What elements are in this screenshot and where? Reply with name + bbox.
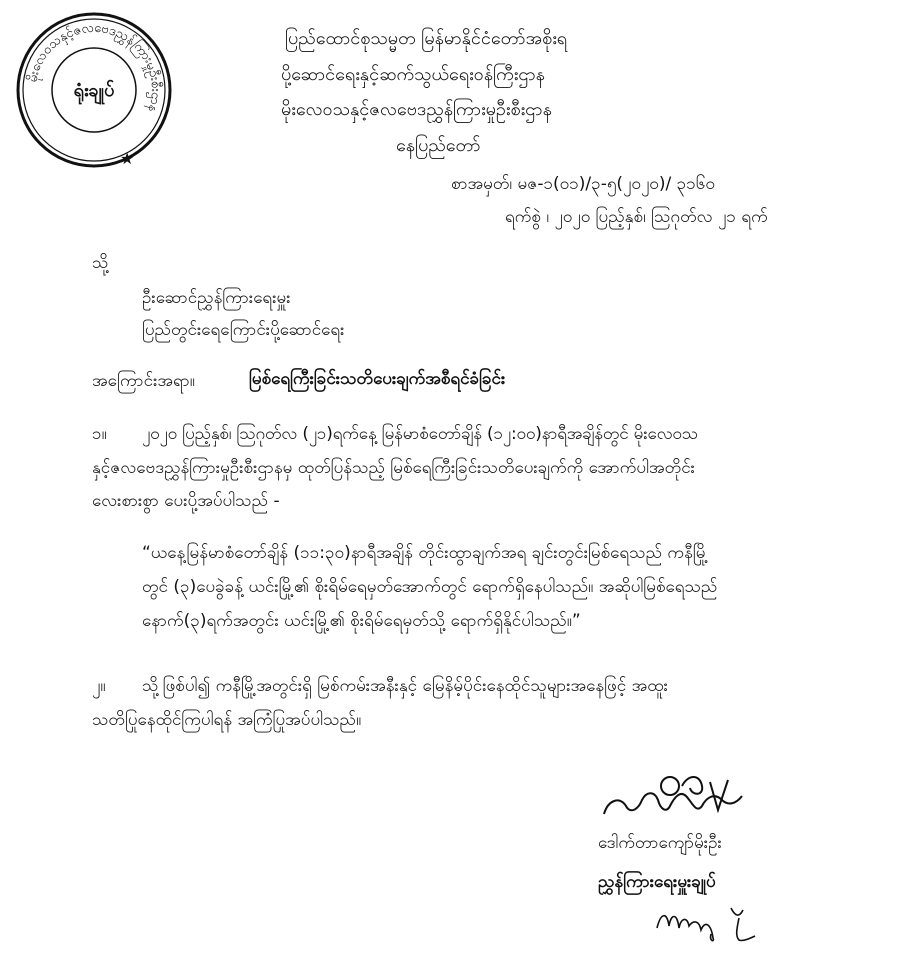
para1-line2: နှင့်ဇလဗေဒညွှန်ကြားမှုဦးစီးဌာနမှ ထုတ်ပြန်သည့် မြစ်ရေကြီးခြင်းသတိပေးချက်ကို အောက်ပါအတိုင်း bbox=[92, 458, 695, 478]
handwritten-signature bbox=[598, 770, 748, 830]
subject-text: မြစ်ရေကြီးခြင်းသတိပေးချက်အစီရင်ခံခြင်း bbox=[249, 369, 506, 389]
header-government: ပြည်ထောင်စုသမ္မတ မြန်မာနိုင်ငံတော်အစိုးရ bbox=[285, 28, 568, 49]
letter-date: ရက်စွဲ ၊ ၂၀၂၀ ပြည့်နှစ်၊ ဩဂုတ်လ ၂၁ ရက် bbox=[505, 207, 768, 227]
header-city: နေပြည်တော် bbox=[396, 135, 481, 156]
handwritten-initials bbox=[653, 898, 763, 944]
para2-line2: သတိပြုနေထိုင်ကြပါရန် အကြံပြုအပ်ပါသည်။ bbox=[92, 710, 362, 730]
recipient-to: သို့ bbox=[92, 253, 109, 273]
para1-number: ၁။ bbox=[92, 424, 107, 444]
para1-line3: လေးစားစွာ ပေးပို့အပ်ပါသည် - bbox=[92, 491, 280, 511]
office-seal bbox=[14, 10, 174, 170]
recipient-title: ဦးဆောင်ညွှန်ကြားရေးမှူး bbox=[142, 288, 291, 308]
quote-line1: “ယနေ့မြန်မာစံတော်ချိန် (၁၁:၃၀)နာရီအချိန် တိုင်းထွာချက်အရ ချင်းတွင်းမြစ်ရေသည် ကနီမြို့ bbox=[142, 543, 709, 563]
letter-number: စာအမှတ်၊ မဇ-၁(၀၁)/၃-၅(၂၀၂၀)/ ၃၁၆၀ bbox=[451, 174, 715, 194]
recipient-organization: ပြည်တွင်းရေကြောင်းပို့ဆောင်ရေး bbox=[142, 320, 345, 340]
signatory-name: ဒေါက်တာကျော်မိုးဦး bbox=[598, 833, 722, 853]
seal-center-text: ရုံးချုပ် bbox=[73, 80, 115, 101]
quote-line2: တွင် (၃)ပေခွဲခန့် ယင်းမြို့၏ စိုးရိမ်ရေမှတ်အောက်တွင် ရောက်ရှိနေပါသည်။ အဆိုပါမြစ်ရေသည် bbox=[142, 577, 718, 597]
header-department: မိုးလေဝသနှင့်ဇလဗေဒညွှန်ကြားမှုဦးစီးဌာန bbox=[281, 99, 552, 120]
star-icon: ★ bbox=[120, 149, 135, 168]
para1-line1: ၂၀၂၀ ပြည့်နှစ်၊ ဩဂုတ်လ (၂၁)ရက်နေ့ မြန်မာစံတော်ချိန် (၁၂:၀၀)နာရီအချိန်တွင် မိုးလေဝသ bbox=[142, 424, 699, 444]
subject-label: အကြောင်းအရာ။ bbox=[92, 371, 195, 391]
para2-line1: သို့ဖြစ်ပါ၍ ကနီမြို့အတွင်းရှိ မြစ်ကမ်းအနီးနှင့် မြေနိမ့်ပိုင်းနေထိုင်သူများအနေဖြင့် အထူး bbox=[142, 676, 668, 696]
seal-ring-text: မိုးလေဝသနှင့်ဇလဗေဒညွှန်ကြားမှုဦးစီးဌာန bbox=[25, 20, 164, 114]
header-ministry: ပို့ဆောင်ရေးနှင့်ဆက်သွယ်ရေးဝန်ကြီးဌာန bbox=[281, 64, 545, 85]
para2-number: ၂။ bbox=[92, 676, 106, 696]
signatory-title: ညွှန်ကြားရေးမှူးချုပ် bbox=[598, 872, 716, 892]
quote-line3: နောက်(၃)ရက်အတွင်း ယင်းမြို့၏ စိုးရိမ်ရေမှတ်သို့ ရောက်ရှိနိုင်ပါသည်။” bbox=[142, 611, 581, 631]
